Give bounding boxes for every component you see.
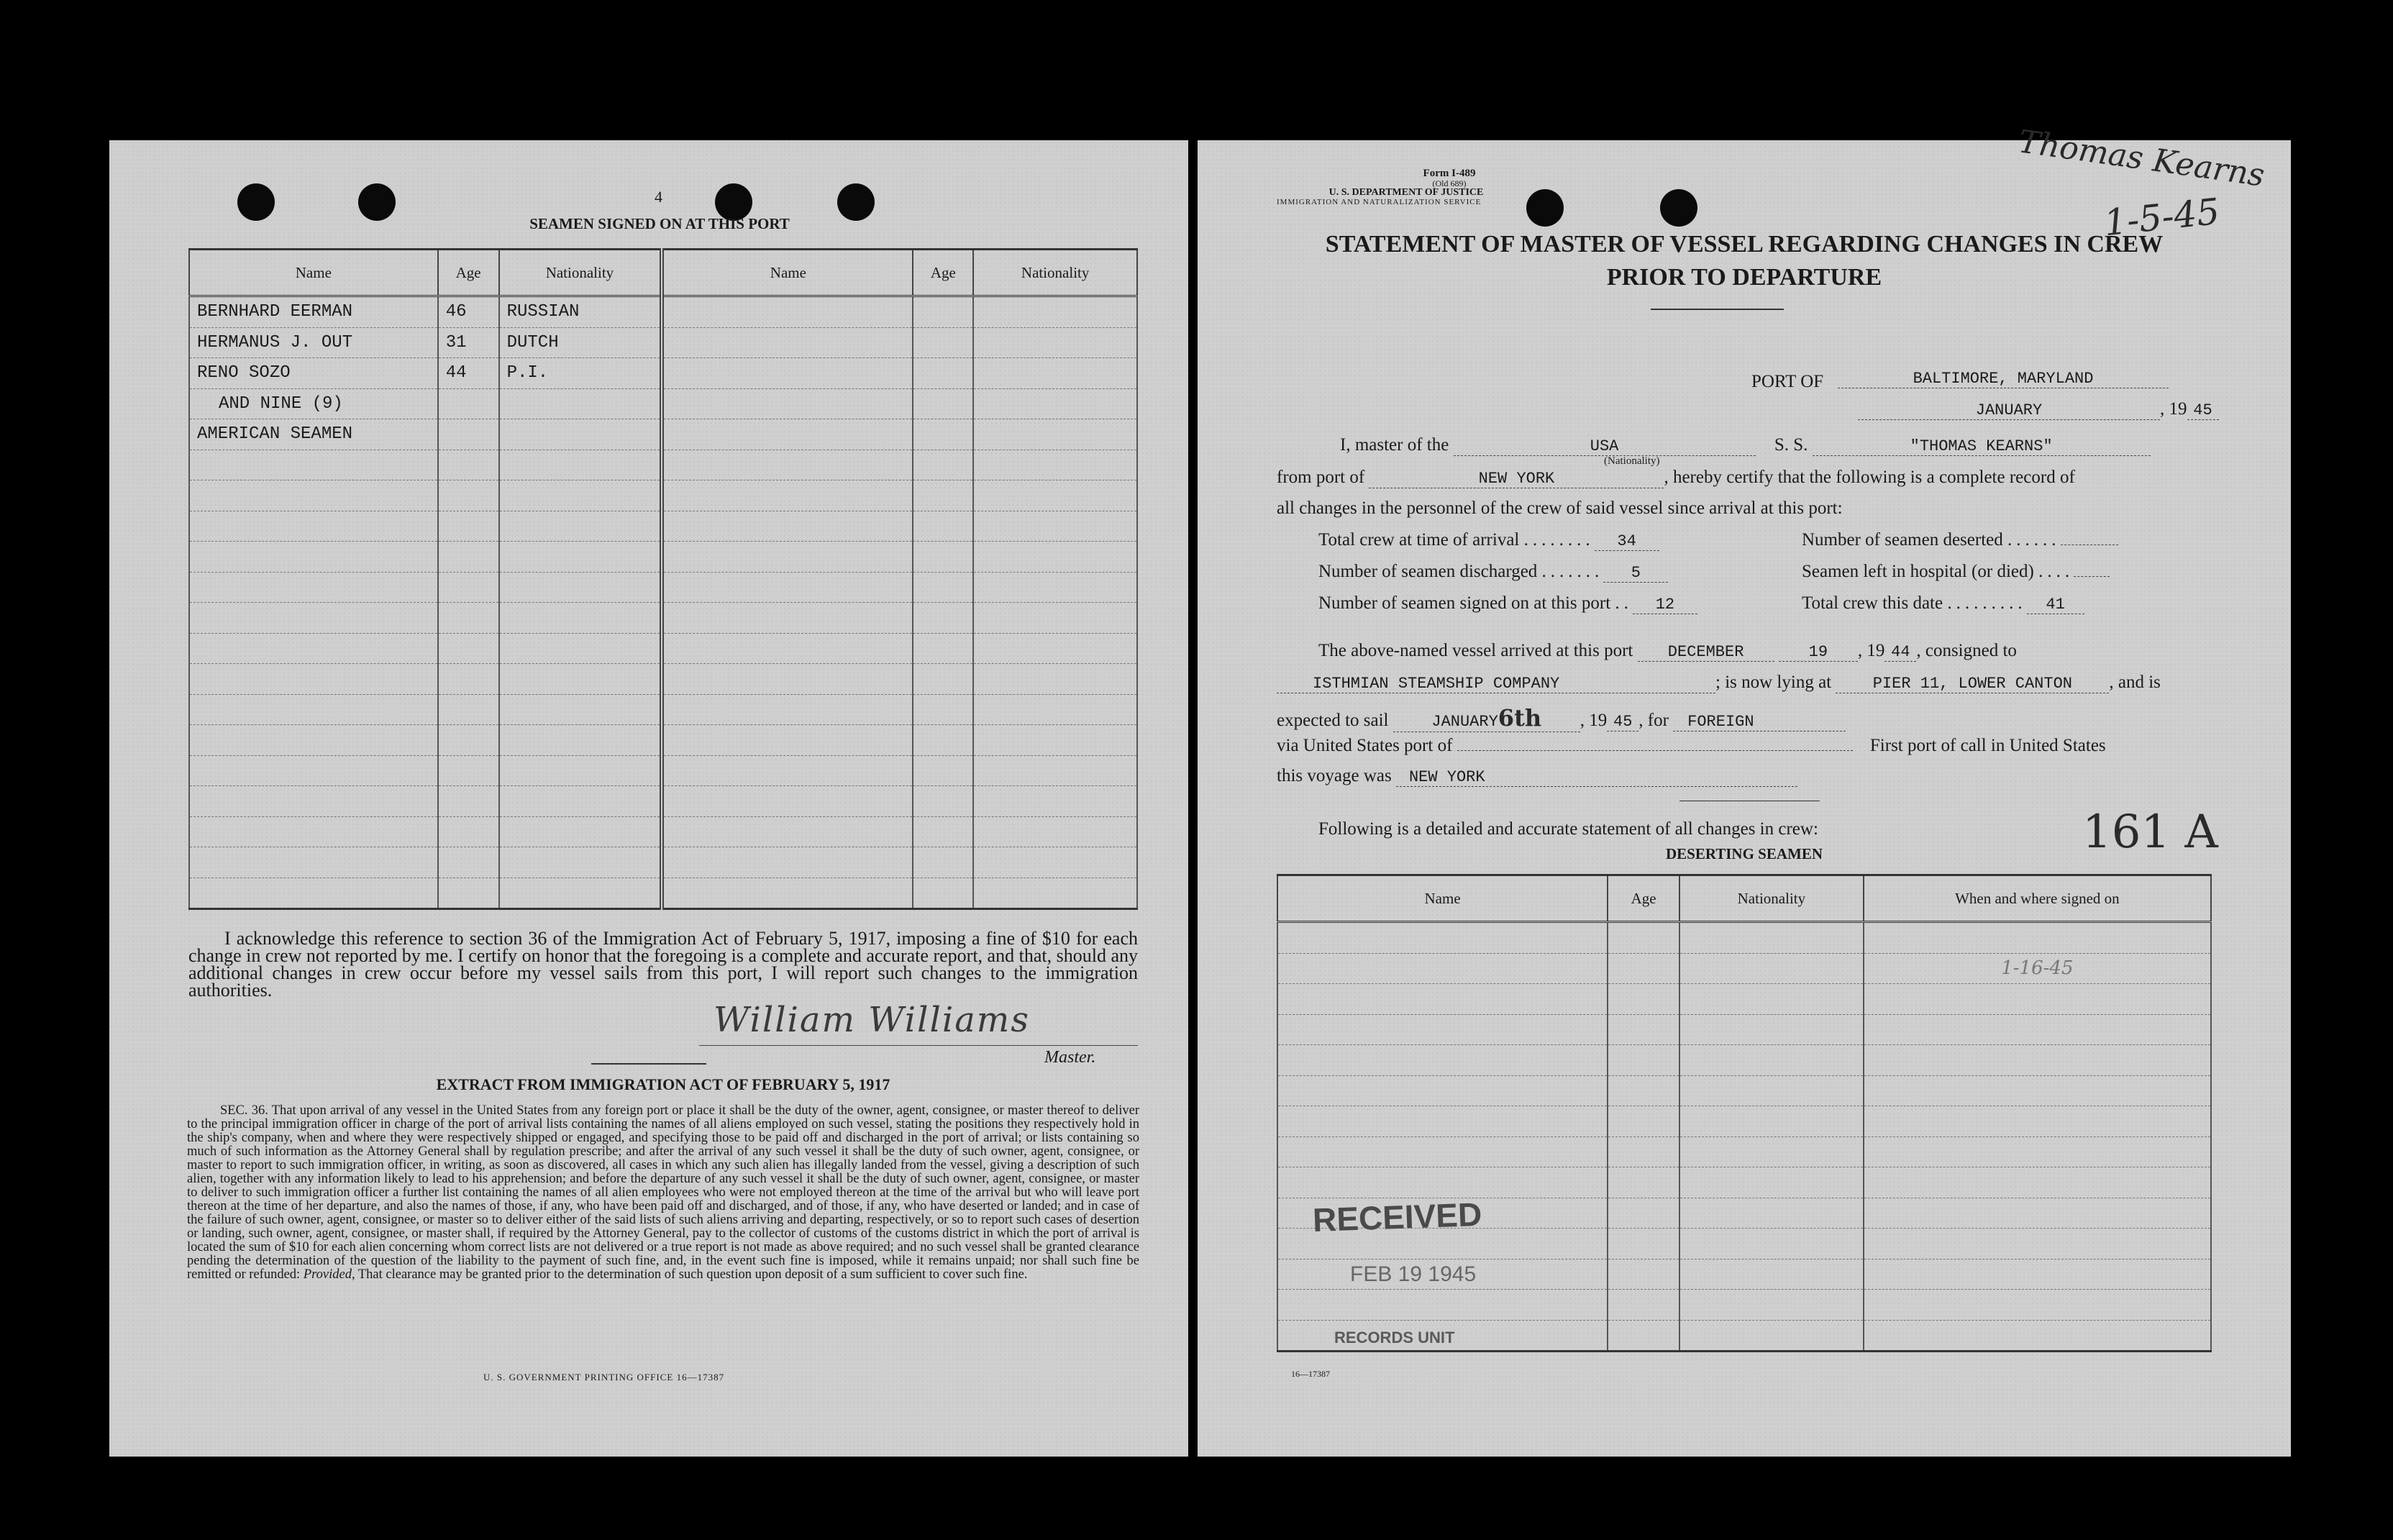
arrived-day: 19 [1779,643,1858,662]
total-crew-line: Total crew at time of arrival ........ 34 [1318,530,1659,551]
corner-note-date: 1-5-45 [2102,190,2222,245]
total-this-date-value: 41 [2027,596,2084,614]
seaman-age: 31 [438,327,499,358]
nationality-caption: (Nationality) [1604,455,1660,467]
column-header: Nationality [973,250,1137,296]
page-number: 4 [655,188,662,206]
deserting-heading: DESERTING SEAMEN [1665,845,1823,862]
seaman-age: 44 [438,358,499,389]
total-crew-value: 34 [1595,532,1659,551]
master-signature: William Williams [714,1000,1030,1040]
date-line: JANUARY , 19 45 [1858,399,2219,420]
expected-sail-line: expected to sail JANUARY6th , 19 45 , for FOREIGN [1277,704,1846,732]
seaman-nationality: DUTCH [499,327,662,358]
left-page [109,140,1188,1457]
table-row [189,296,1137,328]
department-name: U. S. DEPARTMENT OF JUSTICE [1328,187,1484,198]
lying-value: PIER 11, LOWER CANTON [1836,675,2109,693]
records-unit-stamp: RECORDS UNIT [1334,1329,1455,1347]
from-port-line: from port of NEW YORK , hereby certify that the following is a complete record of [1277,468,2075,488]
signed-on-table [188,248,1138,910]
table-header-row [189,250,1137,296]
hospital-value [2074,576,2110,577]
arrived-month: DECEMBER [1638,643,1774,662]
seaman-name: AMERICAN SEAMEN [189,419,438,450]
ship-name-value: "THOMAS KEARNS" [1813,437,2151,456]
via-port-value [1457,750,1853,751]
port-label: PORT OF [1751,372,1824,391]
seaman-name: BERNHARD EERMAN [189,296,438,328]
table-row [189,419,1137,450]
signed-on-value: 12 [1633,596,1697,614]
deserted-line: Number of seamen deserted ...... [1802,530,2118,550]
master-line: I, master of the USA S. S. "THOMAS KEARNS" [1340,435,2151,456]
column-header: Name [189,250,438,296]
arrived-year: 44 [1884,643,1916,662]
destination-value: FOREIGN [1673,713,1846,732]
printing-office-footer: U. S. GOVERNMENT PRINTING OFFICE 16—17387 [483,1372,725,1382]
column-header: When and where signed on [1864,875,2211,922]
nationality-value: USA [1454,437,1756,456]
column-header: Name [662,250,913,296]
punch-hole [837,183,875,221]
sail-day-handwritten: 6th [1498,704,1542,732]
acknowledgement-text: I acknowledge this reference to section 36 of the Immigration Act of February 5, 1917, imposing a fine of $10 for each change in crew not reported by me. I certify on honor that the foregoing is a complete and accurate report, and that, should any additional changes in crew occur before my vessel sails from this port, I will report such changes to the immigration authorities. [188,928,1138,1001]
form-old-number: (Old 689) [1432,178,1467,188]
form-title-line1: STATEMENT OF MASTER OF VESSEL REGARDING CHANGES IN CREW [1325,231,2164,258]
master-title: Master. [1044,1048,1096,1067]
voyage-value: NEW YORK [1396,768,1797,787]
arrival-line: The above-named vessel arrived at this port DECEMBER 19 , 19 44 , consigned to [1318,641,2017,661]
handwritten-code: 161 A [2082,806,2218,859]
right-page [1198,123,2291,1457]
consignee-line: ISTHMIAN STEAMSHIP COMPANY ; is now lying at PIER 11, LOWER CANTON , and is [1277,673,2161,693]
punch-hole [1660,189,1697,227]
seaman-age: 46 [438,296,499,328]
discharged-line: Number of seamen discharged ....... 5 [1318,562,1668,583]
handwritten-date: 1-16-45 [1864,953,2211,984]
form-footer: 16—17387 [1291,1369,1330,1379]
seaman-nationality: P.I. [499,358,662,389]
signed-on-line: Number of seamen signed on at this port .. 12 [1318,593,1697,614]
received-stamp-date: FEB 19 1945 [1350,1262,1477,1286]
from-port-value: NEW YORK [1369,470,1664,488]
following-text: Following is a detailed and accurate statement of all changes in crew: [1318,819,1818,839]
seaman-nationality: RUSSIAN [499,296,662,328]
table-row [189,358,1137,389]
column-header: Name [1277,875,1608,922]
divider [591,1063,706,1065]
table-row [189,327,1137,358]
total-this-date-line: Total crew this date ......... 41 [1802,593,2084,614]
column-header: Age [1608,875,1679,922]
via-port-line: via United States port of First port of call in United States [1277,736,2106,755]
column-header: Nationality [1679,875,1864,922]
consignee-value: ISTHMIAN STEAMSHIP COMPANY [1277,675,1715,693]
service-name: IMMIGRATION AND NATURALIZATION SERVICE [1277,198,1482,206]
punch-hole [237,183,275,221]
column-header: Age [438,250,499,296]
month-value: JANUARY [1858,401,2160,420]
seaman-name: RENO SOZO [189,358,438,389]
discharged-value: 5 [1603,564,1668,583]
table-header-row [1277,875,2211,922]
column-header: Nationality [499,250,662,296]
voyage-line: this voyage was NEW YORK [1277,766,1797,787]
seaman-name: AND NINE (9) [189,388,438,419]
punch-hole [358,183,396,221]
seaman-name: HERMANUS J. OUT [189,327,438,358]
extract-text: SEC. 36. That upon arrival of any vessel in the United States from any foreign port or place it shall be the duty of the owner, agent, consignee, or master thereof to deliver to the principal immigration officer in charge of the port of arrival lists containing the names of all aliens employed on such vessel, stating the positions they respectively hold in the ship's company, when and where they were respectively shipped or engaged, and specifying those to be paid off and discharged in the port of arrival; or lists containing so much of such information as the Attorney General shall by regulation prescribe; and after the arrival of any such vessel it shall be the duty of such owner, agent, consignee, or master to report to such immigration officer, in writing, as soon as discovered, all cases in which any such alien has illegally landed from the vessel, giving a description of such alien, together with any information likely to lead to his apprehension; and before the departure of any such vessel it shall be the duty of such owner, agent, consignee, or master to deliver to such immigration officer a further list containing the names of all alien employees who were not employed thereon at the time of the arrival but who will leave port thereon at the time of her departure, and also the names of those, if any, who have been paid off and discharged, and of those, if any, who have deserted or landed; and in case of the failure of such owner, agent, consignee, or master so to deliver either of the said lists of such aliens arriving and departing, respectively, or so to report such cases of desertion or landing, such owner, agent, consignee, or master shall, if required by the Attorney General, pay to the collector of customs of the customs district in which the port of arrival is located the sum of $10 for each alien concerning whom correct lists are not delivered or a true report is not made as above required; and no such vessel shall be granted clearance pending the determination of the question of the liability to the payment of such fine, and, in the event such fine is imposed, while it remains unpaid; nor shall such fine be remitted or refunded: Provided, That clearance may be granted prior to the determination of such question upon deposit of a sum sufficient to cover such fine. [187,1103,1139,1282]
port-value: BALTIMORE, MARYLAND [1838,370,2169,388]
form-title-line2: PRIOR TO DEPARTURE [1606,264,1882,291]
signature-line [699,1045,1138,1046]
table-row [189,388,1137,419]
title-underline [1651,309,1784,310]
year-value: 45 [2187,401,2219,420]
hospital-line: Seamen left in hospital (or died) .... [1802,562,2110,582]
corner-note-name: Thomas Kearns [2016,123,2267,194]
form-number: Form I-489 [1423,168,1476,179]
column-header: Age [913,250,973,296]
signed-on-heading: SEAMEN SIGNED ON AT THIS PORT [529,215,790,232]
changes-text: all changes in the personnel of the crew of said vessel since arrival at this port: [1277,498,1843,518]
received-stamp: RECEIVED [1312,1195,1483,1239]
sail-year: 45 [1607,713,1638,732]
extract-title: EXTRACT FROM IMMIGRATION ACT OF FEBRUARY 5, 1917 [436,1075,890,1093]
sail-value: JANUARY6th [1393,704,1580,732]
